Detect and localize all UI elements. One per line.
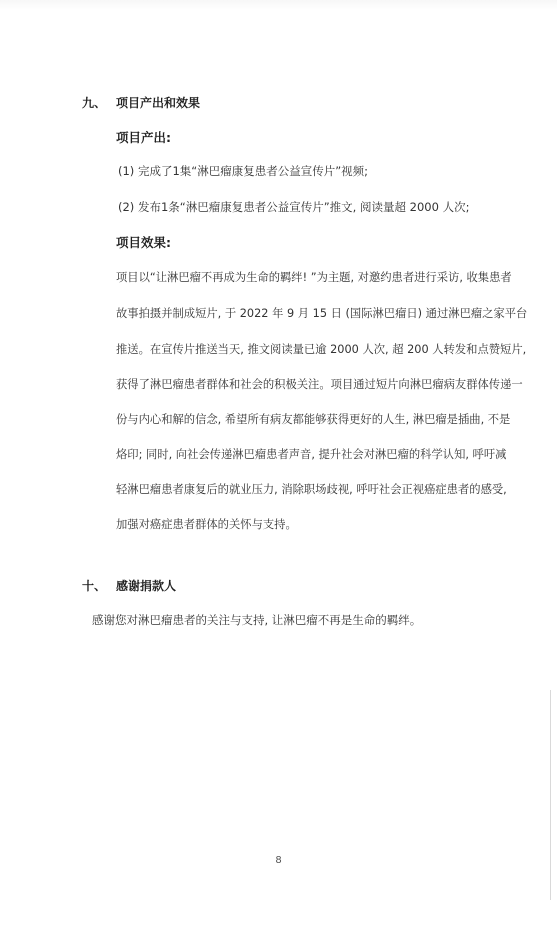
effect-line: 获得了淋巴瘤患者群体和社会的积极关注。项目通过短片向淋巴瘤病友群体传递一 <box>116 378 523 391</box>
page-number: 8 <box>275 855 282 866</box>
effect-line: 轻淋巴瘤患者康复后的就业压力, 消除职场歧视, 呼吁社会正视癌症患者的感受, <box>116 483 507 496</box>
effect-line: 烙印; 同时, 向社会传递淋巴瘤患者声音, 提升社会对淋巴瘤的科学认知, 呼吁减 <box>116 448 507 461</box>
effect-line: 份与内心和解的信念, 希望所有病友都能够获得更好的人生, 淋巴瘤是插曲, 不是 <box>116 413 511 426</box>
thanks-text: 感谢您对淋巴瘤患者的关注与支持, 让淋巴瘤不再是生命的羁绊。 <box>92 613 422 627</box>
effect-heading: 项目效果: <box>116 235 171 250</box>
section-9-title: 项目产出和效果 <box>116 96 201 110</box>
effect-line: 项目以“让淋巴瘤不再成为生命的羁绊! ”为主题, 对邀约患者进行采访, 收集患者 <box>116 271 512 284</box>
effect-line: 推送。在宣传片推送当天, 推文阅读量已逾 2000 人次, 超 200 人转发和点赞短片, <box>116 343 527 356</box>
output-item-2: (2) 发布1条“淋巴瘤康复患者公益宣传片”推文, 阅读量超 2000 人次; <box>118 200 470 214</box>
scan-edge-line <box>550 690 551 900</box>
effect-line: 故事拍摄并制成短片, 于 2022 年 9 月 15 日 (国际淋巴瘤日) 通过淋巴瘤之家平台 <box>116 307 528 320</box>
output-item-1: (1) 完成了1集“淋巴瘤康复患者公益宣传片”视频; <box>118 164 369 178</box>
section-9-number: 九、 <box>82 96 107 110</box>
scan-edge <box>0 0 557 10</box>
section-10-title: 感谢捐款人 <box>116 579 177 593</box>
output-heading: 项目产出: <box>116 130 171 145</box>
effect-line: 加强对癌症患者群体的关怀与支持。 <box>116 518 297 531</box>
section-10-number: 十、 <box>82 579 107 593</box>
